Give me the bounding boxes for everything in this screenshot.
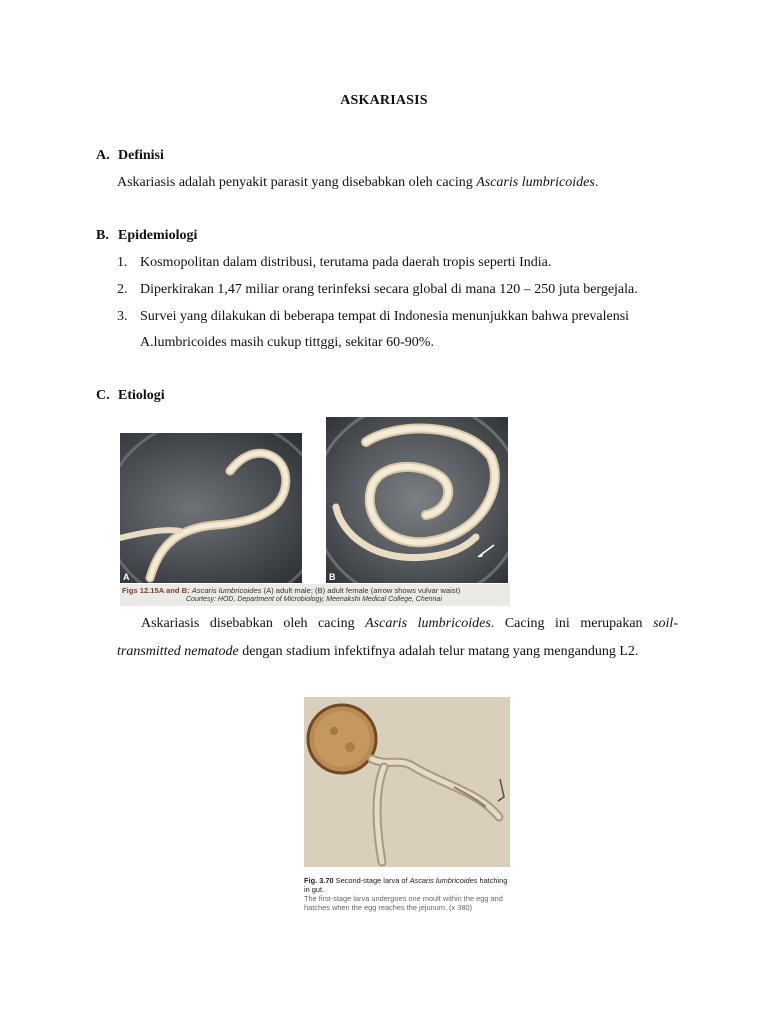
definisi-period: .	[594, 175, 599, 190]
item-number: 2.	[117, 282, 128, 297]
figure2-subcaption: The first-stage larva undergoes one moult within the egg and hatches when the egg reaches the jejunum. (x 380)	[304, 894, 503, 912]
figure1-caption	[120, 584, 510, 606]
larva-hatching-image	[304, 697, 510, 867]
etiologi-term: soil-transmitted nematode	[117, 616, 678, 659]
etiologi-text-3: dengan stadium infektifnya adalah telur matang yang mengandung L2.	[238, 644, 639, 659]
section-c-letter: C.	[96, 388, 110, 403]
item-number: 3.	[117, 309, 128, 324]
figure2-caption-main	[304, 876, 514, 894]
etiologi-species: Ascaris lumbricoides	[365, 616, 491, 631]
epidemiologi-item-3-continuation: A.lumbricoides masih cukup tittggi, sekitar 60-90%.	[140, 335, 434, 350]
adult-male-worm-image	[120, 433, 302, 583]
section-c-title: Etiologi	[118, 388, 165, 403]
figure2-caption	[304, 876, 514, 912]
section-b-heading	[96, 228, 197, 244]
photo-a-label: A	[123, 572, 130, 582]
adult-female-worm-image	[326, 417, 508, 583]
figure2-caption-end: hatching in gut.	[304, 876, 508, 894]
section-a-letter: A.	[96, 148, 110, 163]
item-text: Diperkirakan 1,47 miliar orang terinfeksi secara global di mana 120 – 250 juta bergejala.	[140, 282, 638, 297]
figure1-caption-line1	[122, 586, 460, 595]
section-a-title: Definisi	[118, 148, 164, 163]
photo-b-label: B	[329, 572, 336, 582]
etiologi-paragraph	[117, 610, 678, 666]
document-title: ASKARIASIS	[340, 93, 428, 108]
item-text: Kosmopolitan dalam distribusi, terutama pada daerah tropis seperti India.	[140, 255, 552, 270]
definisi-text: Askariasis adalah penyakit parasit yang disebabkan oleh cacing	[117, 175, 477, 190]
etiologi-text-2: . Cacing ini merupakan	[490, 616, 654, 631]
definisi-paragraph	[117, 170, 598, 196]
figure2-caption-text: Second-stage larva of	[335, 876, 408, 885]
figure2-species: Ascaris lumbricoides	[409, 876, 478, 885]
figure1-courtesy: Courtesy: HOD, Department of Microbiology, Meenakshi Medical College, Chennai	[186, 596, 442, 603]
figure1-species: Ascaris lumbricoides	[191, 586, 262, 595]
item-text: Survei yang dilakukan di beberapa tempat di Indonesia menunjukkan bahwa prevalensi	[140, 309, 630, 324]
section-b-letter: B.	[96, 228, 109, 243]
item-number: 1.	[117, 255, 128, 270]
section-a-heading	[96, 148, 164, 164]
figure1-caption-text: (A) adult male; (B) adult female (arrow shows vulvar waist)	[263, 586, 461, 595]
figure2-number: Fig. 3.70	[304, 876, 334, 885]
section-b-title: Epidemiologi	[118, 228, 198, 243]
figure1-number: Figs 12.15A and B:	[122, 586, 190, 595]
larva-microscopy-photo	[304, 697, 510, 867]
adult-female-worm-photo	[326, 417, 508, 583]
section-c-heading	[96, 388, 165, 404]
etiologi-text-1: Askariasis disebabkan oleh cacing	[141, 616, 366, 631]
adult-male-worm-photo	[120, 433, 302, 583]
definisi-species: Ascaris lumbricoides	[476, 175, 595, 190]
